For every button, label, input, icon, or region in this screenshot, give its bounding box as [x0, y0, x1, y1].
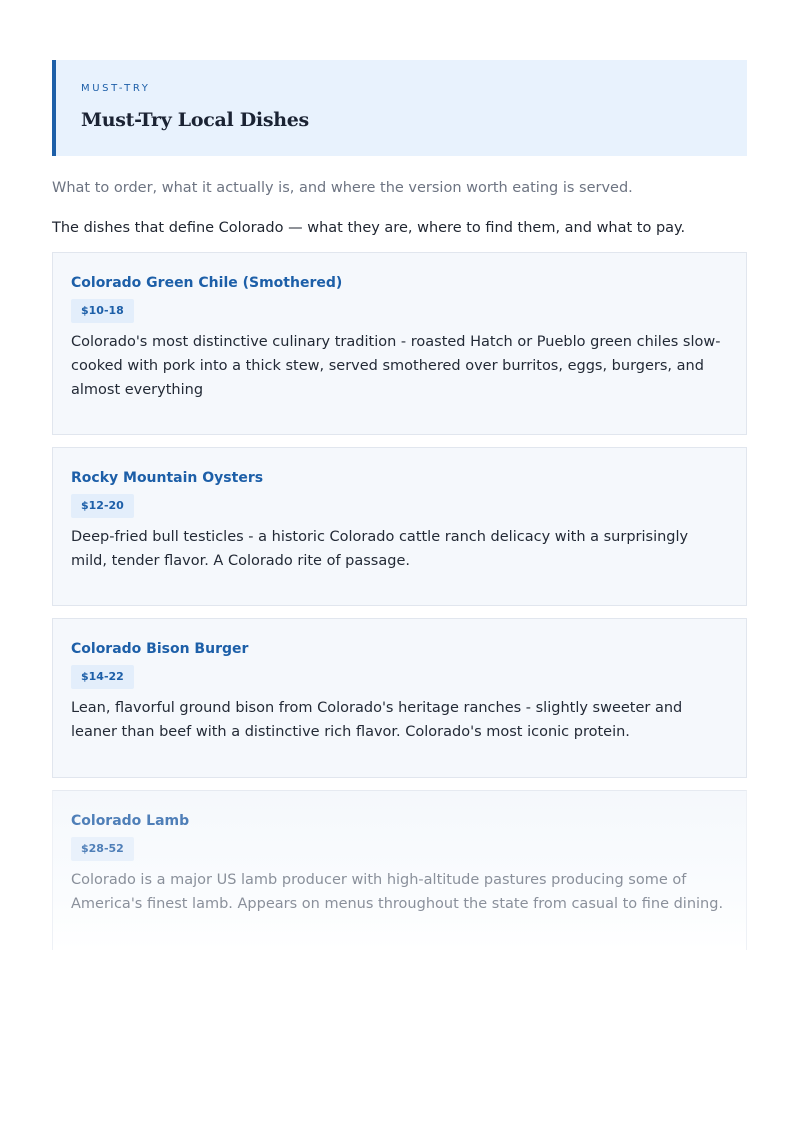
section-eyebrow: MUST-TRY [81, 83, 151, 94]
dish-card-rocky-mountain-oysters [52, 447, 747, 606]
price-badge: $10-18 [71, 299, 134, 323]
dish-description: Colorado's most distinctive culinary tradition - roasted Hatch or Pueblo green chiles slow-cooked with pork into a thick stew, served smothered over burritos, eggs, burgers, and almost everything [71, 334, 721, 398]
dish-description: Lean, flavorful ground bison from Colorado's heritage ranches - slightly sweeter and leaner than beef with a distinctive rich flavor. Colorado's most iconic protein. [71, 700, 683, 740]
dish-card-colorado-lamb [52, 790, 747, 950]
dish-list [52, 252, 747, 950]
price-badge: $28-52 [71, 837, 134, 861]
section-subtitle: What to order, what it actually is, and where the version worth eating is served. [52, 180, 633, 196]
section-header [52, 60, 747, 156]
section-title: Must-Try Local Dishes [81, 109, 309, 131]
dish-name: Rocky Mountain Oysters [71, 470, 264, 486]
price-badge: $14-22 [71, 665, 134, 689]
dish-card-green-chile [52, 252, 747, 435]
dish-description: Colorado is a major US lamb producer with high-altitude pastures producing some of America's finest lamb. Appears on menus throughout the state from casual to fine dining. [71, 872, 724, 912]
dish-name: Colorado Lamb [71, 813, 190, 829]
price-badge: $12-20 [71, 494, 134, 518]
dish-name: Colorado Green Chile (Smothered) [71, 275, 343, 291]
dish-card-bison-burger [52, 618, 747, 778]
dish-description: Deep-fried bull testicles - a historic Colorado cattle ranch delicacy with a surprisingly mild, tender flavor. A Colorado rite of passage. [71, 529, 689, 569]
dish-name: Colorado Bison Burger [71, 641, 249, 657]
section-intro: The dishes that define Colorado — what they are, where to find them, and what to pay. [52, 220, 686, 236]
page [52, 60, 747, 962]
